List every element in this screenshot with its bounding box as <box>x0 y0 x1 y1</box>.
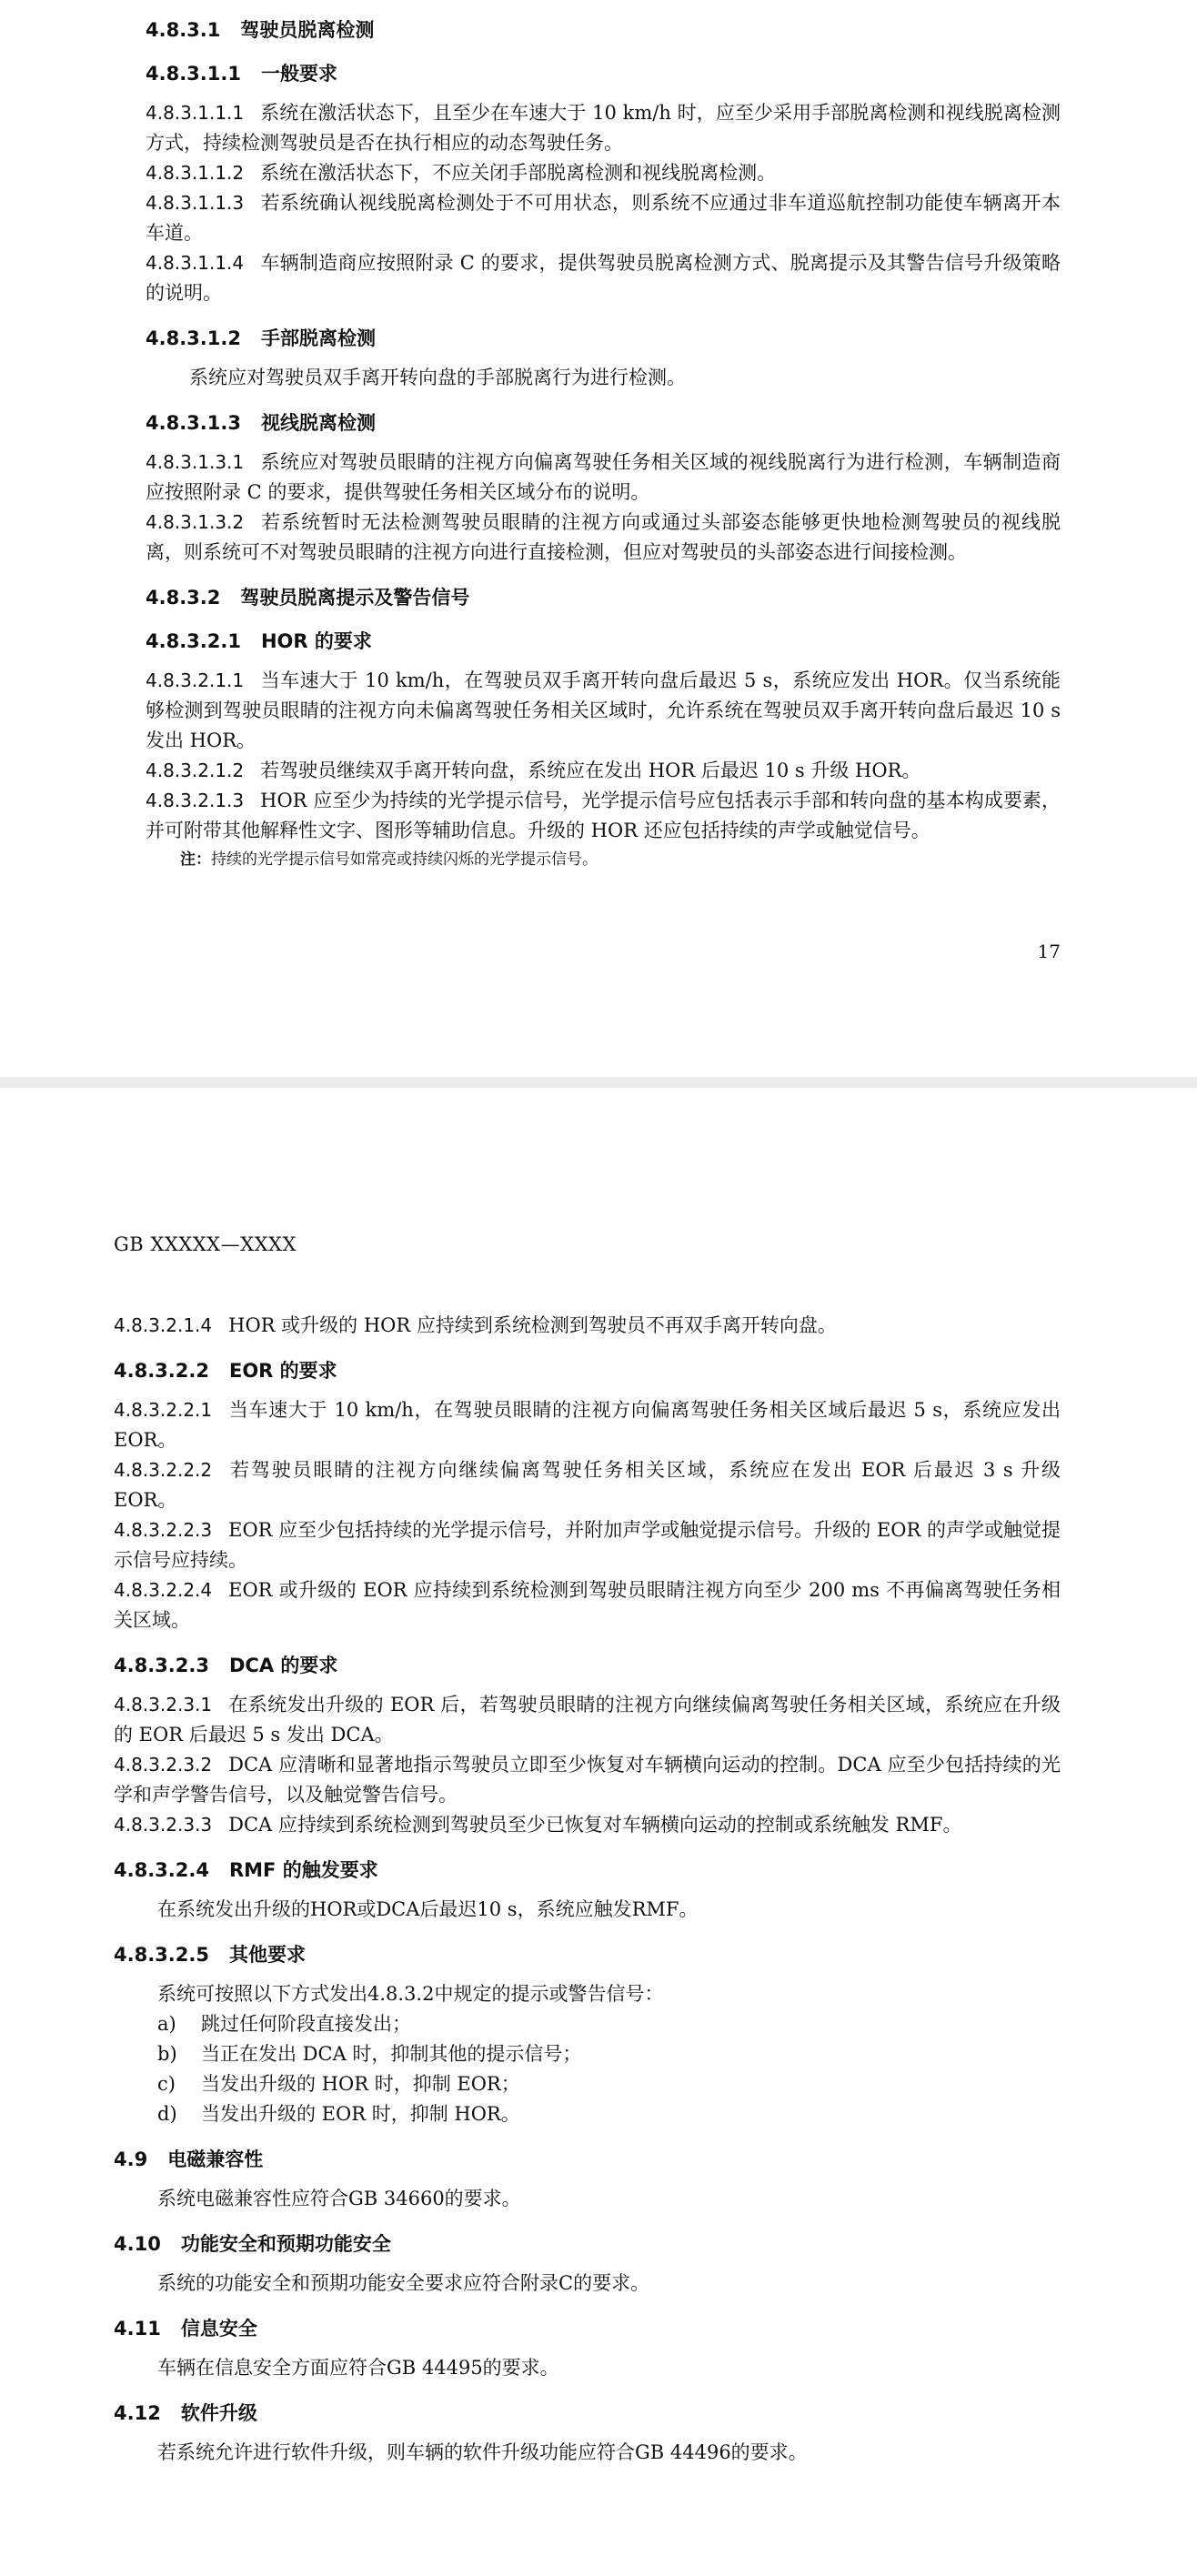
section-title: 功能安全和预期功能安全 <box>180 2233 391 2255</box>
section-number: 4.8.3.2.2 <box>114 1360 209 1382</box>
list-item <box>114 2009 1061 2039</box>
list-marker: c) <box>157 2073 176 2095</box>
section-title: 电磁兼容性 <box>167 2148 264 2170</box>
clause-number: 4.8.3.1.1.3 <box>146 192 245 214</box>
body-paragraph: 若系统允许进行软件升级，则车辆的软件升级功能应符合GB 44496的要求。 <box>157 2441 808 2463</box>
body-paragraph: 系统电磁兼容性应符合GB 34660的要求。 <box>157 2188 521 2209</box>
clause-paragraph <box>114 1311 1061 1341</box>
page-2-body <box>0 1311 1197 2468</box>
clause-number: 4.8.3.2.2.1 <box>114 1399 213 1421</box>
clause-number: 4.8.3.2.3.3 <box>114 1814 213 1836</box>
body-paragraph: 系统可按照以下方式发出4.8.3.2中规定的提示或警告信号： <box>157 1983 664 2005</box>
clause-number: 4.8.3.2.2.3 <box>114 1519 213 1541</box>
clause-text: 若驾驶员眼睛的注视方向继续偏离驾驶任务相关区域，系统应在发出 EOR 后最迟 3 s 升级 EOR。 <box>114 1459 1061 1511</box>
section-number: 4.11 <box>114 2318 161 2340</box>
body-paragraph: 车辆在信息安全方面应符合GB 44495的要求。 <box>157 2357 559 2379</box>
clause-number: 4.8.3.2.2.2 <box>114 1459 213 1481</box>
clause-number: 4.8.3.2.3.1 <box>114 1694 213 1716</box>
standard-code-header: GB XXXXX—XXXX <box>114 1233 297 1255</box>
clause-paragraph <box>114 1395 1061 1455</box>
clause-paragraph <box>146 786 1061 846</box>
clause-paragraph <box>114 1515 1061 1575</box>
clause-paragraph <box>146 666 1061 756</box>
list-item-text: 当正在发出 DCA 时，抑制其他的提示信号； <box>201 2043 582 2065</box>
clause-number: 4.8.3.2.1.3 <box>146 790 245 811</box>
clause-text: 系统应对驾驶员眼睛的注视方向偏离驾驶任务相关区域的视线脱离行为进行检测，车辆制造商应按照附录 C 的要求，提供驾驶任务相关区域分布的说明。 <box>146 451 1061 503</box>
section-title: 驾驶员脱离提示及警告信号 <box>240 587 470 609</box>
clause-text: 在系统发出升级的 EOR 后，若驾驶员眼睛的注视方向继续偏离驾驶任务相关区域，系统应在升级的 EOR 后最迟 5 s 发出 DCA。 <box>114 1694 1061 1746</box>
clause-paragraph <box>146 188 1061 248</box>
section-heading <box>114 1941 1061 1968</box>
list-item-text: 跳过任何阶段直接发出； <box>201 2013 411 2035</box>
section-number: 4.9 <box>114 2148 148 2170</box>
clause-paragraph <box>114 1810 1061 1840</box>
body-paragraph: 在系统发出升级的HOR或DCA后最迟10 s，系统应触发RMF。 <box>157 1898 699 1920</box>
section-heading <box>146 628 1061 655</box>
section-heading <box>114 1357 1061 1384</box>
section-heading <box>146 16 1061 44</box>
section-heading <box>146 60 1061 87</box>
section-number: 4.8.3.1 <box>146 19 221 41</box>
clause-text: 系统在激活状态下，不应关闭手部脱离检测和视线脱离检测。 <box>260 162 777 184</box>
section-number: 4.8.3.2.1 <box>146 630 241 652</box>
clause-paragraph <box>114 1455 1061 1515</box>
section-title: 其他要求 <box>228 1944 306 1966</box>
clause-text: 当车速大于 10 km/h，在驾驶员眼睛的注视方向偏离驾驶任务相关区域后最迟 5 s，系统应发出 EOR。 <box>114 1399 1061 1451</box>
section-heading <box>146 584 1061 611</box>
section-number: 4.8.3.2.4 <box>114 1859 209 1881</box>
page-number: 17 <box>1037 941 1061 962</box>
section-heading <box>146 325 1061 352</box>
clause-paragraph <box>146 98 1061 158</box>
section-title: 手部脱离检测 <box>260 327 376 349</box>
clause-number: 4.8.3.1.1.1 <box>146 102 245 124</box>
list-item-text: 当发出升级的 EOR 时，抑制 HOR。 <box>201 2103 520 2125</box>
list-marker: b) <box>157 2043 177 2065</box>
clause-number: 4.8.3.2.3.2 <box>114 1754 213 1776</box>
clause-paragraph <box>146 756 1061 786</box>
section-number: 4.8.3.1.2 <box>146 327 241 349</box>
section-title: 一般要求 <box>260 63 337 85</box>
section-heading <box>114 2400 1061 2427</box>
list-item <box>114 2039 1061 2069</box>
clause-number: 4.8.3.1.1.2 <box>146 162 245 184</box>
clause-number: 4.8.3.2.1.2 <box>146 760 245 781</box>
section-title: DCA 的要求 <box>228 1655 338 1676</box>
section-title: 软件升级 <box>180 2402 257 2424</box>
section-heading <box>114 2146 1061 2173</box>
section-title: EOR 的要求 <box>228 1360 337 1382</box>
clause-text: HOR 应至少为持续的光学提示信号，光学提示信号应包括表示手部和转向盘的基本构成要素，并可附带其他解释性文字、图形等辅助信息。升级的 HOR 还应包括持续的声学或触觉信号。 <box>146 790 1061 841</box>
clause-paragraph <box>146 158 1061 188</box>
section-title: 驾驶员脱离检测 <box>240 19 375 41</box>
clause-number: 4.8.3.2.2.4 <box>114 1579 213 1601</box>
document-page-1 <box>0 0 1197 1077</box>
clause-paragraph <box>114 1575 1061 1635</box>
document-page-2 <box>0 1088 1197 2576</box>
section-heading <box>114 2315 1061 2342</box>
note <box>180 848 1061 871</box>
clause-paragraph <box>146 508 1061 568</box>
body-paragraph: 系统的功能安全和预期功能安全要求应符合附录C的要求。 <box>157 2272 650 2294</box>
clause-paragraph <box>146 448 1061 508</box>
clause-text: DCA 应清晰和显著地指示驾驶员立即至少恢复对车辆横向运动的控制。DCA 应至少包括持续的光学和声学警告信号，以及触觉警告信号。 <box>114 1754 1061 1806</box>
clause-number: 4.8.3.1.1.4 <box>146 252 245 274</box>
section-number: 4.10 <box>114 2233 161 2255</box>
section-heading <box>146 409 1061 437</box>
list-item <box>114 2099 1061 2129</box>
section-title: 信息安全 <box>180 2318 257 2340</box>
section-number: 4.12 <box>114 2402 161 2424</box>
section-number: 4.8.3.2.3 <box>114 1655 209 1676</box>
list-item <box>114 2069 1061 2099</box>
section-title: HOR 的要求 <box>260 630 372 652</box>
list-marker: a) <box>157 2013 176 2035</box>
note-text: 持续的光学提示信号如常亮或持续闪烁的光学提示信号。 <box>211 850 598 869</box>
section-number: 4.8.3.1.1 <box>146 63 241 85</box>
clause-text: 当车速大于 10 km/h，在驾驶员双手离开转向盘后最迟 5 s，系统应发出 HOR。仅当系统能够检测到驾驶员眼睛的注视方向未偏离驾驶任务相关区域时，允许系统在驾驶员双手离开转向盘后最迟 10 s 发出 HOR。 <box>146 669 1061 751</box>
clause-number: 4.8.3.1.3.1 <box>146 451 245 473</box>
clause-text: 若系统暂时无法检测驾驶员眼睛的注视方向或通过头部姿态能够更快地检测驾驶员的视线脱离，则系统可不对驾驶员眼睛的注视方向进行直接检测，但应对驾驶员的头部姿态进行间接检测。 <box>146 511 1061 563</box>
clause-paragraph <box>146 248 1061 308</box>
clause-text: 系统在激活状态下，且至少在车速大于 10 km/h 时，应至少采用手部脱离检测和视线脱离检测方式，持续检测驾驶员是否在执行相应的动态驾驶任务。 <box>146 102 1061 154</box>
clause-text: 若系统确认视线脱离检测处于不可用状态，则系统不应通过非车道巡航控制功能使车辆离开本车道。 <box>146 192 1061 244</box>
page-1-body <box>0 16 1197 871</box>
clause-text: EOR 或升级的 EOR 应持续到系统检测到驾驶员眼睛注视方向至少 200 ms 不再偏离驾驶任务相关区域。 <box>114 1579 1061 1631</box>
section-title: 视线脱离检测 <box>260 412 376 434</box>
list-marker: d) <box>157 2103 177 2125</box>
body-paragraph: 系统应对驾驶员双手离开转向盘的手部脱离行为进行检测。 <box>189 367 686 388</box>
section-heading <box>114 2230 1061 2258</box>
section-number: 4.8.3.2.5 <box>114 1944 209 1966</box>
clause-paragraph <box>114 1750 1061 1810</box>
note-label: 注： <box>180 850 211 869</box>
section-number: 4.8.3.2 <box>146 587 221 609</box>
clause-paragraph <box>114 1690 1061 1750</box>
section-number: 4.8.3.1.3 <box>146 412 241 434</box>
clause-number: 4.8.3.2.1.4 <box>114 1314 213 1336</box>
clause-number: 4.8.3.1.3.2 <box>146 511 245 533</box>
clause-text: HOR 或升级的 HOR 应持续到系统检测到驾驶员不再双手离开转向盘。 <box>228 1314 837 1336</box>
section-title: RMF 的触发要求 <box>228 1859 378 1881</box>
clause-text: DCA 应持续到系统检测到驾驶员至少已恢复对车辆横向运动的控制或系统触发 RMF。 <box>228 1814 962 1836</box>
clause-text: 若驾驶员继续双手离开转向盘，系统应在发出 HOR 后最迟 10 s 升级 HOR。 <box>260 760 921 781</box>
clause-text: 车辆制造商应按照附录 C 的要求，提供驾驶员脱离检测方式、脱离提示及其警告信号升级策略的说明。 <box>146 252 1061 304</box>
clause-number: 4.8.3.2.1.1 <box>146 669 245 691</box>
list-item-text: 当发出升级的 HOR 时，抑制 EOR； <box>201 2073 520 2095</box>
clause-text: EOR 应至少包括持续的光学提示信号，并附加声学或触觉提示信号。升级的 EOR 的声学或触觉提示信号应持续。 <box>114 1519 1061 1571</box>
section-heading <box>114 1652 1061 1679</box>
section-heading <box>114 1857 1061 1884</box>
